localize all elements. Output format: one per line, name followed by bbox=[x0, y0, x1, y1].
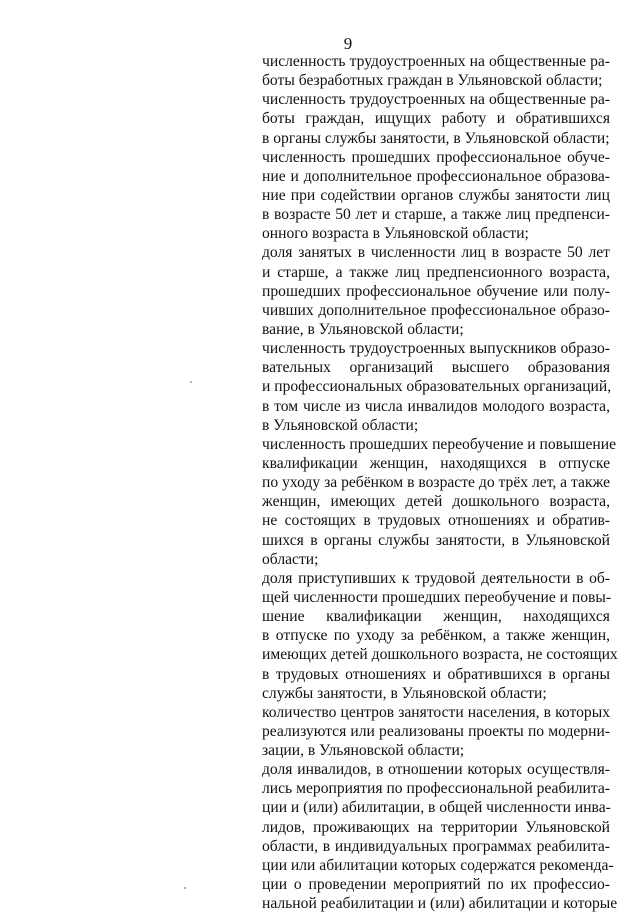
scan-speck bbox=[184, 887, 186, 889]
text-line: ние и дополнительное профессиональное образова- bbox=[262, 167, 610, 185]
text-line: шение квалификации женщин, находящихся bbox=[262, 608, 610, 626]
text-line: имеющих детей дошкольного возраста, не состоящих bbox=[262, 646, 618, 664]
text-line: ции о проведении мероприятий по их профессио- bbox=[262, 876, 610, 894]
text-line: вательных организаций высшего образования bbox=[262, 359, 610, 377]
text-line: в трудовых отношениях и обратившихся в органы bbox=[262, 665, 610, 683]
text-line: вание, в Ульяновской области; bbox=[262, 320, 464, 338]
text-line: в том числе из числа инвалидов молодого возраста, bbox=[262, 397, 610, 415]
text-line: области; bbox=[262, 550, 319, 568]
text-line: доля приступивших к трудовой деятельности в об- bbox=[262, 569, 610, 587]
text-line: онного возраста в Ульяновской области; bbox=[262, 225, 529, 243]
text-line: боты безработных граждан в Ульяновской области; bbox=[262, 72, 603, 90]
text-line: в Ульяновской области; bbox=[262, 416, 419, 434]
text-line: численность прошедших переобучение и повышение bbox=[262, 435, 617, 453]
text-line: по уходу за ребёнком в возрасте до трёх лет, а также bbox=[262, 474, 610, 492]
text-line: зации, в Ульяновской области; bbox=[262, 742, 465, 760]
text-line: щей численности прошедших переобучение и повы- bbox=[262, 588, 612, 606]
text-line: в органы службы занятости, в Ульяновской области; bbox=[262, 129, 610, 147]
text-line: численность прошедших профессиональное обуче- bbox=[262, 148, 610, 166]
text-line: численность трудоустроенных выпускников образо- bbox=[262, 340, 610, 358]
text-line: женщин, имеющих детей дошкольного возраста, bbox=[262, 493, 610, 511]
text-line: прошедших профессиональное обучение или полу- bbox=[262, 282, 610, 300]
text-line: лись мероприятия по профессиональной реабилита- bbox=[262, 780, 610, 798]
text-line: ние при содействии органов службы занятости лиц bbox=[262, 186, 610, 204]
text-line: численность трудоустроенных на общественные ра- bbox=[262, 91, 610, 109]
text-line: и профессиональных образовательных организаций, bbox=[262, 378, 612, 396]
text-line: в отпуске по уходу за ребёнком, а также женщин, bbox=[262, 627, 610, 645]
text-line: доля занятых в численности лиц в возрасте 50 лет bbox=[262, 244, 610, 262]
text-line: численность трудоустроенных на общественные ра- bbox=[262, 53, 610, 70]
text-line: лидов, проживающих на территории Ульяновской bbox=[262, 818, 610, 836]
text-line: службы занятости, в Ульяновской области; bbox=[262, 684, 547, 702]
scan-speck bbox=[190, 381, 192, 383]
page-number: 9 bbox=[343, 34, 353, 53]
text-line: чивших дополнительное профессиональное образо- bbox=[262, 301, 610, 319]
text-line: области, в индивидуальных программах реабилита- bbox=[262, 837, 610, 855]
text-line: и старше, а также лиц предпенсионного возраста, bbox=[262, 263, 610, 281]
text-line: в возрасте 50 лет и старше, а также лиц предпенси- bbox=[262, 206, 610, 224]
text-line: нальной реабилитации и (или) абилитации и которые bbox=[262, 895, 618, 913]
text-line: ции и (или) абилитации, в общей численности инва- bbox=[262, 799, 611, 817]
text-line: доля инвалидов, в отношении которых осуществля- bbox=[262, 761, 610, 779]
text-line: квалификации женщин, находящихся в отпуске bbox=[262, 454, 610, 472]
text-line: реализуются или реализованы проекты по модерни- bbox=[262, 722, 610, 740]
document-body bbox=[262, 52, 618, 913]
text-line: ции или абилитации которых содержатся рекоменда- bbox=[262, 856, 614, 874]
text-line: боты граждан, ищущих работу и обратившихся bbox=[262, 110, 610, 128]
text-line: шихся в органы службы занятости, в Ульяновской bbox=[262, 531, 610, 549]
text-line: не состоящих в трудовых отношениях и обратив- bbox=[262, 512, 610, 530]
text-line: количество центров занятости населения, в которых bbox=[262, 703, 610, 721]
